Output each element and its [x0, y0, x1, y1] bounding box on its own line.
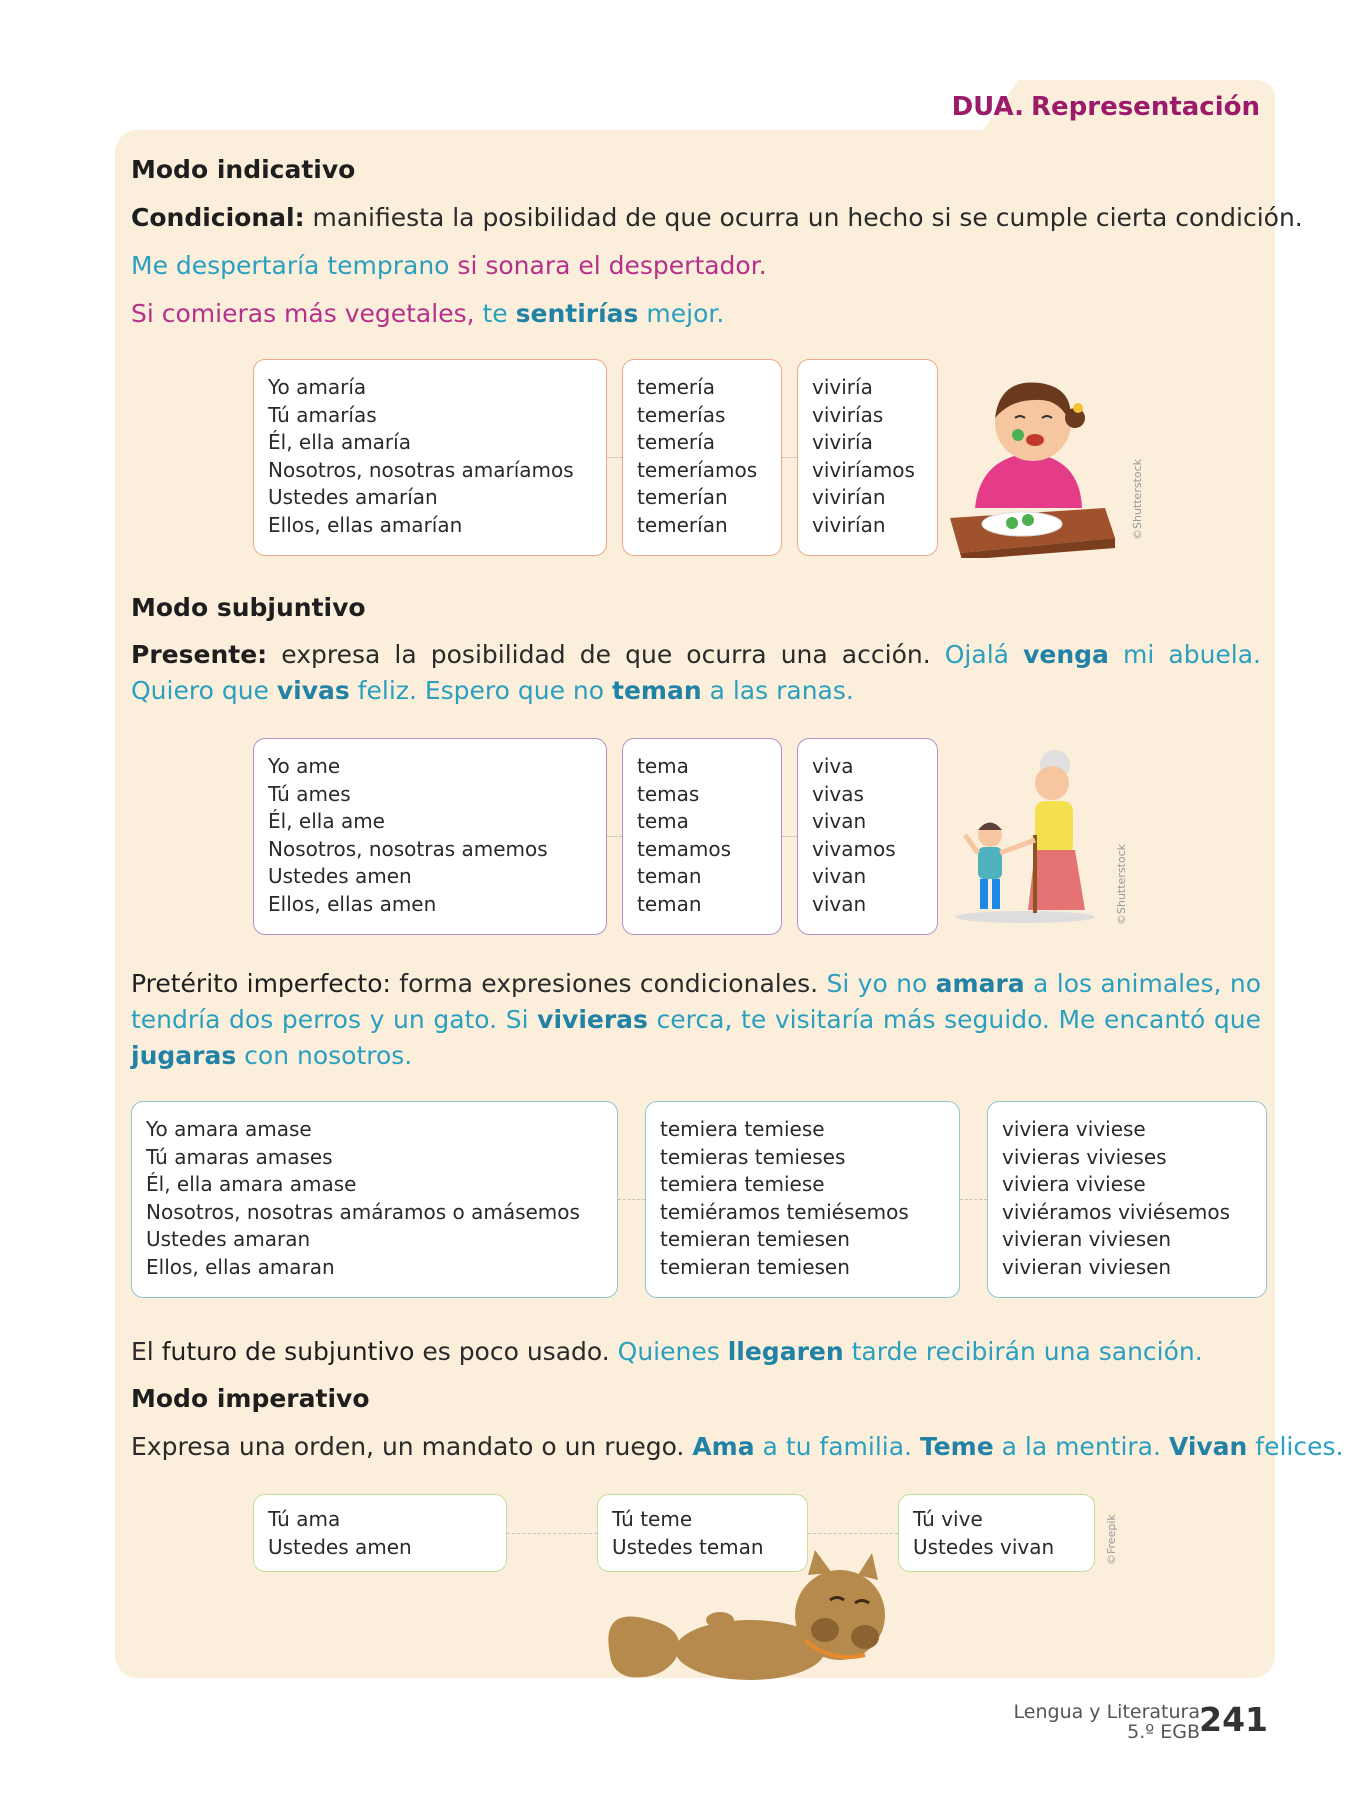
table-condicional-amar — [253, 359, 607, 556]
table-row: temería — [637, 375, 715, 399]
ex-part: mi abuela. Quiero que — [131, 640, 1262, 705]
table-condicional-temer — [622, 359, 782, 556]
table-row: temas — [637, 781, 700, 806]
table-row: Tú teme — [612, 1507, 693, 1531]
table-row: Nosotros, nosotras amemos — [268, 836, 548, 861]
header-title: Representación — [1030, 92, 1260, 122]
table-row: temerían — [637, 485, 728, 509]
presente-paragraph — [131, 637, 1261, 709]
table-row: vivieran viviesen — [1002, 1227, 1172, 1251]
imperfecto-text: forma expresiones condicionales. — [390, 969, 827, 998]
definition-text: manifiesta la posibilidad de que ocurra un hecho si se cumple cierta condición. — [304, 203, 1303, 232]
table-row: temerían — [637, 512, 728, 537]
table-row: Tú vive — [913, 1507, 983, 1531]
ex-verb: vivieras — [537, 1005, 648, 1034]
table-row: temerías — [637, 402, 726, 427]
squirrel-illustration — [600, 1545, 915, 1685]
table-imperfecto-amar — [131, 1101, 618, 1298]
table-row: tema — [637, 809, 689, 833]
table-row: vivirían — [812, 512, 886, 537]
table-row: Ustedes amaran — [146, 1227, 311, 1251]
image-credit: ©Shutterstock — [1131, 458, 1144, 540]
term-presente: Presente: — [131, 640, 268, 669]
ex-part: a los animales, no tendría dos perros y un gato. Si — [131, 969, 1261, 1034]
table-row: vivan — [812, 809, 867, 833]
imperativo-text: Expresa una orden, un mandato o un ruego. — [131, 1432, 693, 1461]
connector — [960, 1199, 987, 1200]
ex-verb: amara — [935, 969, 1025, 998]
example-1-a: Me despertaría temprano — [131, 251, 450, 280]
table-row: viviría — [812, 375, 873, 399]
connector — [607, 836, 622, 837]
table-row: vivas — [812, 781, 864, 806]
footer-grade: 5.º EGB — [1127, 1721, 1200, 1743]
table-row: Tú amaras amases — [146, 1144, 333, 1169]
ex-part: a la mentira. — [993, 1432, 1169, 1461]
footer-subject — [1014, 1702, 1200, 1742]
ex-part: Ojalá — [944, 640, 1024, 669]
table-imperativo-amar — [253, 1494, 507, 1572]
table-row: temiera temiese — [660, 1172, 825, 1196]
table-row: Yo ame — [268, 754, 341, 778]
presente-text: expresa la posibilidad de que ocurra una acción. — [267, 640, 945, 669]
table-row: Ustedes amen — [268, 864, 412, 888]
table-row: vivieras vivieses — [1002, 1144, 1167, 1169]
connector — [808, 1533, 898, 1534]
example-2-b: te — [474, 299, 516, 328]
ex-verb: Ama — [692, 1432, 755, 1461]
table-row: viviría — [812, 430, 873, 454]
table-row: Él, ella amara amase — [146, 1172, 357, 1196]
connector — [782, 836, 797, 837]
example-2 — [131, 296, 724, 332]
table-row: teman — [637, 864, 702, 888]
table-row: viviera viviese — [1002, 1172, 1146, 1196]
table-row: Ellos, ellas amaran — [146, 1254, 335, 1279]
table-row: Ustedes amen — [268, 1534, 412, 1559]
ex-part: feliz. Espero que no — [349, 676, 613, 705]
ex-verb: venga — [1023, 640, 1109, 669]
header-label — [952, 92, 1260, 122]
image-credit: ©Freepik — [1105, 1514, 1118, 1565]
table-row: tema — [637, 754, 689, 778]
table-row: temieran temiesen — [660, 1254, 850, 1279]
table-row: Tú ames — [268, 781, 351, 806]
term-condicional: Condicional: — [131, 203, 305, 232]
ex-part: a las ranas. — [701, 676, 854, 705]
table-row: vivan — [812, 891, 867, 916]
connector — [507, 1533, 597, 1534]
table-condicional-vivir — [797, 359, 938, 556]
table-row: Tú amarías — [268, 402, 377, 427]
futuro-c: es poco usado. — [414, 1337, 618, 1366]
table-row: Ustedes vivan — [913, 1534, 1055, 1559]
table-row: temieras temieses — [660, 1144, 846, 1169]
table-imperativo-vivir — [898, 1494, 1095, 1572]
connector — [618, 1199, 645, 1200]
page-number: 241 — [1199, 1700, 1268, 1739]
section-title-subjuntivo: Modo subjuntivo — [131, 593, 366, 622]
ex-part: cerca, te visitaría más seguido. Me encantó que — [647, 1005, 1261, 1034]
table-row: Él, ella amaría — [268, 430, 411, 454]
table-row: temiera temiese — [660, 1117, 825, 1141]
ex-part: felices. — [1247, 1432, 1344, 1461]
futuro-f: tarde recibirán una sanción. — [843, 1337, 1203, 1366]
header-prefix: DUA. — [951, 92, 1024, 122]
table-row: Nosotros, nosotras amáramos o amásemos — [146, 1199, 580, 1224]
table-row: viviéramos viviésemos — [1002, 1199, 1231, 1224]
table-row: vivirían — [812, 485, 886, 509]
table-imperfecto-vivir — [987, 1101, 1267, 1298]
ex-part: Si yo no — [826, 969, 936, 998]
table-row: Tú ama — [268, 1507, 341, 1531]
futuro-paragraph — [131, 1334, 1203, 1370]
futuro-d: Quienes — [617, 1337, 728, 1366]
table-row: temieran temiesen — [660, 1227, 850, 1251]
table-row: Ustedes teman — [612, 1534, 764, 1559]
table-row: Nosotros, nosotras amaríamos — [268, 457, 574, 482]
table-imperfecto-temer — [645, 1101, 960, 1298]
example-1-b: si sonara el despertador. — [449, 251, 767, 280]
girl-eating-illustration — [940, 368, 1125, 558]
table-row: vivan — [812, 864, 867, 888]
ex-verb: teman — [612, 676, 702, 705]
ex-verb: vivas — [276, 676, 350, 705]
imperativo-paragraph — [131, 1429, 1343, 1465]
table-row: temería — [637, 430, 715, 454]
image-credit: ©Shutterstock — [1115, 843, 1128, 925]
section-title-indicativo: Modo indicativo — [131, 155, 356, 184]
connector — [782, 457, 797, 458]
ex-verb: jugaras — [131, 1041, 237, 1070]
ex-part: a tu familia. — [754, 1432, 920, 1461]
table-row: Yo amara amase — [146, 1117, 312, 1141]
table-row: Ellos, ellas amen — [268, 891, 437, 916]
table-row: Ustedes amarían — [268, 485, 438, 509]
table-presente-amar — [253, 738, 607, 935]
table-row: viviríamos — [812, 457, 915, 482]
table-row: Ellos, ellas amarían — [268, 512, 463, 537]
futuro-verb: llegaren — [727, 1337, 844, 1366]
futuro-term: futuro de subjuntivo — [161, 1337, 415, 1366]
futuro-a: El — [131, 1337, 162, 1366]
table-row: temamos — [637, 836, 732, 861]
ex-verb: Teme — [919, 1432, 994, 1461]
table-row: vivirías — [812, 402, 884, 427]
ex-part: con nosotros. — [236, 1041, 413, 1070]
table-row: temiéramos temiésemos — [660, 1199, 909, 1224]
table-row: temeríamos — [637, 457, 758, 482]
example-1 — [131, 248, 767, 284]
table-row: teman — [637, 891, 702, 916]
footer-subject-text: Lengua y Literatura — [1013, 1701, 1200, 1723]
table-row: Él, ella ame — [268, 809, 385, 833]
example-2-d: mejor. — [638, 299, 725, 328]
example-2-a: Si comieras más vegetales, — [131, 299, 475, 328]
condicional-definition — [131, 200, 1303, 236]
table-row: viviera viviese — [1002, 1117, 1146, 1141]
ex-verb: Vivan — [1168, 1432, 1248, 1461]
table-row: vivieran viviesen — [1002, 1254, 1172, 1279]
table-row: viva — [812, 754, 854, 778]
grandma-child-illustration — [950, 735, 1100, 925]
section-title-imperativo: Modo imperativo — [131, 1384, 370, 1413]
table-row: Yo amaría — [268, 375, 367, 399]
table-row: vivamos — [812, 836, 896, 861]
imperfecto-paragraph — [131, 966, 1261, 1074]
table-presente-vivir — [797, 738, 938, 935]
table-presente-temer — [622, 738, 782, 935]
connector — [607, 457, 622, 458]
example-2-c: sentirías — [515, 299, 639, 328]
term-imperfecto: Pretérito imperfecto: — [131, 969, 391, 998]
